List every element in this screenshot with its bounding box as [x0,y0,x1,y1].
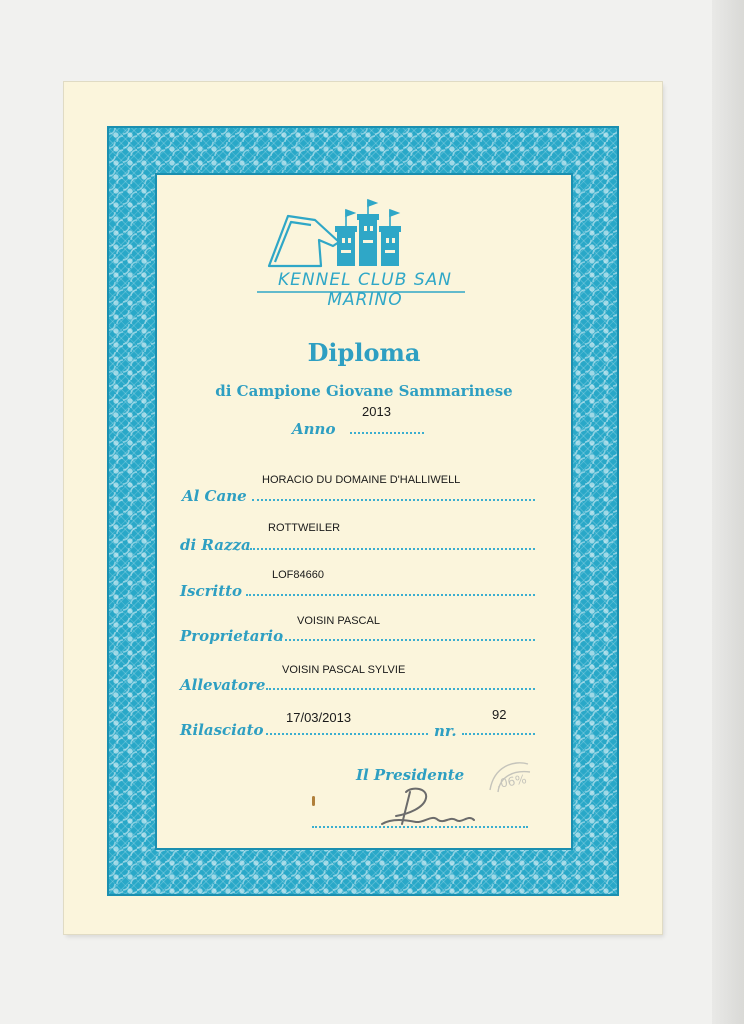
razza-line [250,548,535,550]
allevatore-label: Allevatore [180,676,266,694]
razza-value: ROTTWEILER [268,522,341,534]
allevatore-line [266,688,535,690]
proprietario-line [280,639,535,641]
cane-value: HORACIO DU DOMAINE D'HALLIWELL [262,474,461,486]
iscritto-line [246,594,535,596]
signature-icon [372,784,492,834]
cane-label: Al Cane [182,487,247,505]
svg-text:.06%: .06% [495,772,528,792]
rilasciato-label: Rilasciato [180,721,264,739]
anno-value: 2013 [362,404,391,419]
iscritto-value: LOF84660 [272,569,324,581]
allevatore-value: VOISIN PASCAL SYLVIE [282,664,406,676]
scan-edge [712,0,744,1024]
iscritto-label: Iscritto [180,582,243,600]
rilasciato-line [266,733,428,735]
logo-text: KENNEL CLUB SAN MARINO [278,270,452,310]
cane-line [252,499,535,501]
presidente-label: Il Presidente [356,766,465,784]
nr-value: 92 [492,707,507,722]
nr-line [462,733,535,735]
nr-label: nr. [434,722,457,740]
anno-line [350,432,424,434]
rilasciato-value: 17/03/2013 [286,710,352,725]
anno-label: Anno [292,420,336,438]
diploma-subtitle: di Campione Giovane Sammarinese [215,382,513,400]
proprietario-value: VOISIN PASCAL [297,615,380,627]
diploma-title: Diploma [307,338,421,367]
razza-label: di Razza [180,536,251,554]
proprietario-label: Proprietario [180,627,284,645]
pen-mark [312,796,315,806]
